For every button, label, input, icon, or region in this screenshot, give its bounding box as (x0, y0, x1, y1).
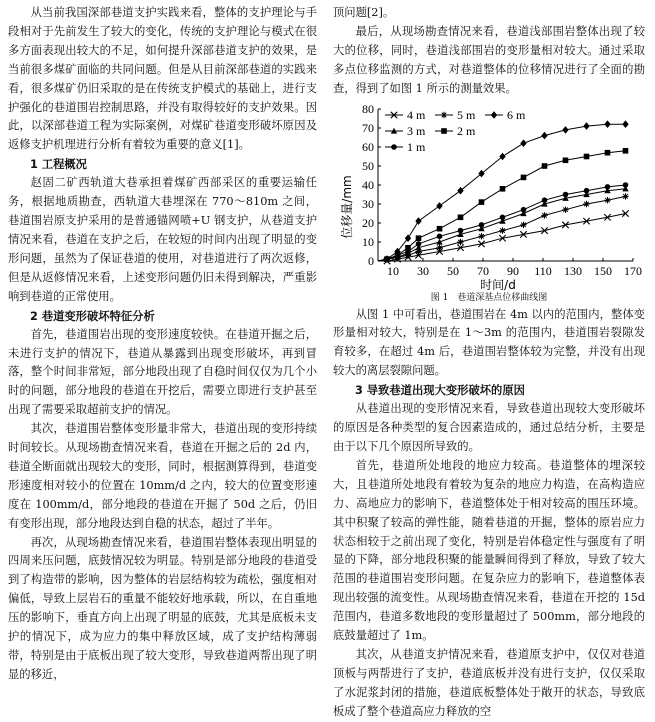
project-overview-paragraph: 赵固二矿西轨道大巷承担着煤矿西部采区的重要运输任务，根据地质勘查，西轨道大巷埋深在 770～810m 之间，巷道围岩原支护采用的是普通锚网喷+U 钢支护，从巷道支护情况来看，巷道在支护之后，在较短的时间内出现了明显的变形问题，虽然为了保证巷道的使用，对巷道进行了两次返修，但是从返修情况来看，上述变形问题仍旧未得到解决，严重影响到巷道的正常使用。 (8, 176, 317, 303)
y-tick-label: 0 (368, 253, 374, 268)
data-point (520, 139, 526, 147)
y-axis-label: 位移量/mm (340, 174, 354, 239)
legend-label: 3 m (407, 123, 426, 138)
x-tick-label: 150 (594, 263, 612, 278)
figure-1 (333, 101, 645, 291)
legend-label: 6 m (507, 107, 526, 122)
x-axis-label: 时间/d (480, 277, 516, 291)
data-point (437, 233, 443, 239)
legend-marker (391, 144, 397, 150)
x-tick-label: 30 (417, 263, 429, 278)
legend-marker (491, 111, 497, 119)
x-tick-label: 50 (447, 263, 459, 278)
y-tick-label: 40 (362, 177, 374, 192)
data-point (415, 217, 421, 225)
displacement-paragraph: 最后，从现场勘查情况来看，巷道浅部围岩整体出现了较大的位移，同时，巷道浅部围岩的变形量相对较大。通过采取多点位移监测的方式，对巷道整体的位移情况进行了全面的勘查，得到了如图 1 所示的测量效果。 (333, 24, 645, 95)
data-point (457, 238, 463, 244)
legend-marker (441, 111, 447, 117)
data-point (604, 120, 610, 128)
x-tick-label: 10 (387, 263, 399, 278)
displacement-chart (333, 101, 645, 291)
data-point (604, 197, 610, 203)
figure-analysis-paragraph: 从图 1 中可看出，巷道围岩在 4m 以内的范围内，整体变形量相对较大，特别是在 1～3m 的范围内，巷道围岩裂隙发育较多，在超过 4m 后，巷道围岩整体较为完整，并没有出现较大的离层裂隙问题。 (333, 307, 645, 378)
y-tick-label: 30 (362, 196, 374, 211)
data-point (622, 120, 628, 128)
x-tick-label: 70 (477, 263, 489, 278)
series-2m (378, 148, 628, 262)
high-stress-paragraph: 首先，巷道所处地段的地应力较高。巷道整体的埋深较大，且巷道所处地段有着较为复杂的地应力构造，在高构造应力、高地应力的影响下，巷道整体处于相对较高的围压环境。其中积聚了较高的弹性能，随着巷道的开掘，整体的原岩应力状态相较于之前出现了变化，特别是岩体稳定性与强度有了明显的下降，部分地段积聚的能量瞬间得到了释放，导致了较大范围的巷道围岩变形问题。在复杂应力的影响下，巷道整体表现出较强的流变性。从现场勘查情况来看，巷道在开挖的 15d 范围内，巷道多数地段的变形量超过了 500mm，部分地段的底鼓量超过了 1m。 (333, 458, 645, 643)
intro-paragraph: 从当前我国深部巷道支护实践来看，整体的支护理论与手段相对于先前发生了较大的变化，传统的支护理论与模式在很多方面表现出较大的不足，如何提升深部巷道支护的效果，是当前很多煤矿面临的共同问题。但是从目前深部巷道的实践来看，很多煤矿仍旧采取的是在传统支护模式的基础上，进行支护强化的巷道围岩控制思路，并没有取得较好的支护效果。因此，以深部巷道工程为实际案例，对煤矿巷道变形破坏原因及返修支护机理进行分析有着较为重要的意义[1]。 (8, 6, 317, 152)
deformation-amount-paragraph: 其次，巷道围岩整体变形量非常大，巷道出现的变形持续时间较长。从现场勘查情况来看，巷道在开掘之后的 2d 内，巷道全断面就出现较大的变形，同时，根据测算得到，巷道变形速度相对较小的位置在 10mm/d 之内，较大的位置变形速度在 100mm/d，部分地段的巷道在开掘了 50d 之后，仍旧有变形出现，部分地段达到自稳的状态，超过了半年。 (8, 422, 317, 530)
section-heading-3: 3 导致巷道出现大变形破坏的原因 (355, 384, 525, 398)
series-line (378, 188, 626, 260)
floor-heave-paragraph: 再次，从现场勘查情况来看，巷道围岩整体表现出明显的四周来压问题，底鼓情况较为明显。特别是部分地段的巷道受到了构造带的影响，因为整体的岩层结构较为疏松，强度相对偏低，导致上层岩石的重量不能较好地承载，所以，在自重地压的影响下，垂直方向上出现了明显的底鼓，尤其是底板未支护的情况下，成为应力的集中释放区域，成了支护结构薄弱带，特别是由于底板出现了较大变形，导致巷道两帮出现了明显的移近， (8, 535, 317, 681)
y-tick-label: 80 (362, 101, 374, 116)
x-tick-label: 130 (564, 263, 582, 278)
data-point (458, 214, 464, 220)
y-tick-label: 10 (362, 234, 374, 249)
data-point (623, 148, 629, 154)
section-heading-2: 2 巷道变形破坏特征分析 (30, 309, 155, 323)
data-point (436, 202, 442, 210)
data-point (605, 149, 611, 155)
causes-intro-paragraph: 从巷道出现的变形情况来看，导致巷道出现较大变形破坏的原因是各种类型的复合因素造成的，通过总结分析，主要是由于以下几个原因所导致的。 (333, 402, 645, 453)
x-tick-label: 170 (624, 263, 642, 278)
legend-item (485, 108, 526, 122)
legend-label: 4 m (407, 107, 426, 122)
legend-item (435, 124, 476, 138)
data-point (541, 131, 547, 139)
data-point (499, 152, 505, 160)
series-3m (378, 185, 629, 261)
data-point (437, 225, 443, 231)
legend-marker (441, 128, 447, 134)
data-point (479, 199, 485, 205)
y-tick-label: 20 (362, 215, 374, 230)
legend-item (435, 108, 476, 122)
data-point (584, 153, 590, 159)
y-tick-label: 70 (362, 120, 374, 135)
data-point (562, 126, 568, 134)
data-point (499, 227, 505, 233)
legend-item (385, 108, 426, 122)
left-column (8, 4, 317, 685)
legend-label: 1 m (407, 139, 426, 154)
section-heading-1: 1 工程概况 (30, 158, 87, 172)
data-point (583, 122, 589, 130)
data-point (520, 221, 526, 227)
data-point (500, 186, 506, 192)
data-point (541, 212, 547, 218)
data-point (457, 186, 463, 194)
y-tick-label: 50 (362, 158, 374, 173)
legend-label: 5 m (457, 107, 476, 122)
y-tick-label: 60 (362, 139, 374, 154)
data-point (542, 163, 548, 169)
legend-item (385, 124, 426, 138)
chart-legend (385, 108, 526, 154)
deformation-speed-paragraph: 首先，巷道围岩出现的变形速度较快。在巷道开掘之后，未进行支护的情况下，巷道从暴露到出现变形破坏，再到冒落，整个时间非常短，部分地段出现了自稳时间仅仅为几个小时的问题，部分地段的巷道在开挖后，需要立即进行支护甚至出现了需要采取超前支护的情况。 (8, 327, 317, 417)
figure-caption: 图 1 巷道深基点位移曲线图 (430, 292, 548, 303)
data-point (563, 157, 569, 163)
data-point (478, 233, 484, 239)
data-point (622, 193, 628, 199)
legend-item (385, 140, 426, 154)
right-column (333, 4, 645, 722)
legend-label: 2 m (457, 123, 476, 138)
data-point (416, 235, 422, 241)
data-point (478, 169, 484, 177)
x-tick-label: 110 (534, 263, 552, 278)
data-point (521, 174, 527, 180)
data-point (583, 200, 589, 206)
x-tick-label: 90 (507, 263, 519, 278)
continued-text: 顶问题[2]。 (333, 6, 395, 19)
data-point (562, 206, 568, 212)
support-paragraph: 其次，从巷道支护情况来看，巷道原支护中，仅仅对巷道顶板与两帮进行了支护，巷道底板并没有进行支护，仅仅采取了水泥浆封闭的措施，巷道底板整体处于敞开的状态，导致底板成了整个巷道高应力释放的空 (333, 647, 645, 718)
